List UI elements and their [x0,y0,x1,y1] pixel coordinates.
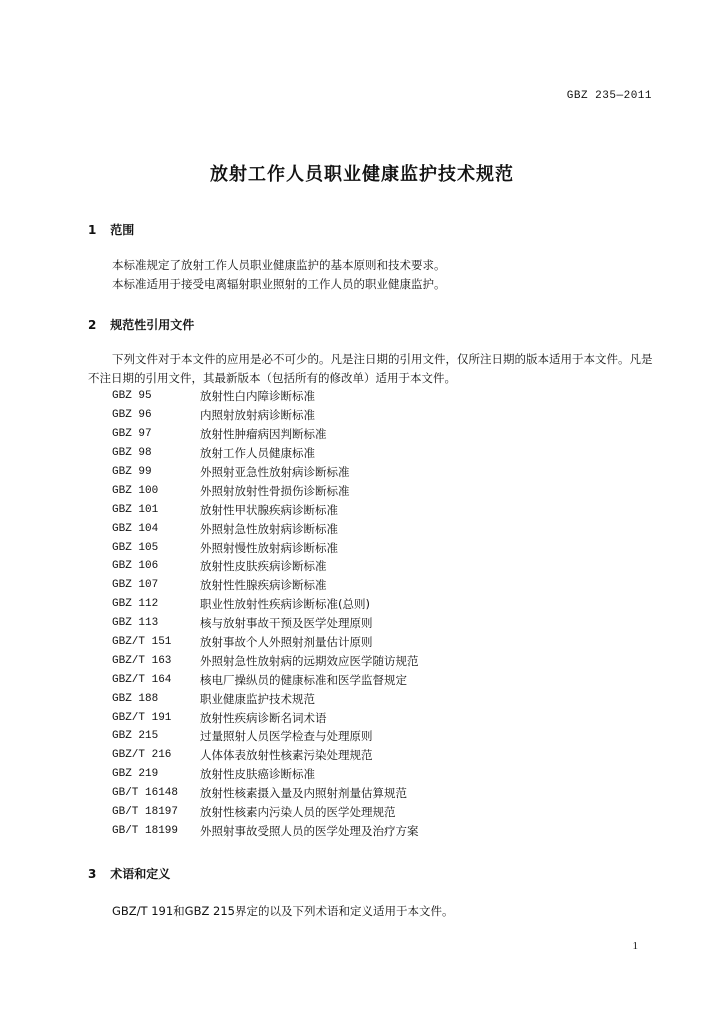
reference-code: GBZ 99 [112,466,152,478]
reference-title: 职业性放射性疾病诊断标准(总则) [200,597,370,612]
reference-code: GBZ 107 [112,579,159,592]
reference-code: GBZ 112 [112,598,159,611]
section-2-intro: 下列文件对于本文件的应用是必不可少的。凡是注日期的引用文件，仅所注日期的版本适用于本文件。凡是不注日期的引用文件，其最新版本（包括所有的修改单）适用于本文件。 [88,352,653,385]
section-3-title: 术语和定义 [110,867,171,881]
reference-title: 外照射急性放射病的远期效应医学随访规范 [200,653,419,668]
reference-title: 放射性性腺疾病诊断标准 [200,578,327,593]
reference-code: GBZ 188 [112,692,159,705]
reference-item [112,576,419,595]
reference-code: GBZ/T 164 [112,673,172,686]
reference-title: 放射性甲状腺疾病诊断标准 [200,502,338,517]
section-1-number: 1 [88,223,97,237]
reference-title: 放射性皮肤癌诊断标准 [200,767,315,782]
section-1-paragraph-2: 本标准适用于接受电离辐射职业照射的工作人员的职业健康监护。 [112,277,446,291]
reference-title: 外照射急性放射病诊断标准 [200,521,338,536]
section-1-paragraph-1: 本标准规定了放射工作人员职业健康监护的基本原则和技术要求。 [112,258,446,272]
reference-item [112,463,419,482]
section-3-number: 3 [88,867,97,881]
reference-list [112,387,419,840]
standard-code: GBZ 235—2011 [566,90,652,102]
reference-item [112,784,419,803]
reference-item [112,425,419,444]
reference-code: GBZ 105 [112,541,159,554]
reference-code: GBZ 95 [112,390,152,403]
reference-code: GBZ 215 [112,730,159,743]
reference-title: 外照射放射性骨损伤诊断标准 [200,483,350,498]
reference-title: 放射性皮肤疾病诊断标准 [200,559,327,574]
reference-title: 过量照射人员医学检查与处理原则 [200,729,373,744]
reference-code: GBZ/T 191 [112,711,172,724]
reference-item [112,481,419,500]
reference-item [112,821,419,840]
reference-title: 放射性核素摄入量及内照射剂量估算规范 [200,786,407,801]
reference-code: GBZ 96 [112,409,152,422]
document-title: 放射工作人员职业健康监护技术规范 [210,164,514,185]
reference-item [112,803,419,822]
reference-code: GBZ 101 [112,503,159,516]
reference-title: 放射性白内障诊断标准 [200,389,315,404]
reference-title: 外照射事故受照人员的医学处理及治疗方案 [200,823,419,838]
reference-title: 放射事故个人外照射剂量估计原则 [200,635,373,650]
reference-title: 外照射慢性放射病诊断标准 [200,540,338,555]
reference-code: GBZ/T 163 [112,654,172,667]
reference-item [112,727,419,746]
reference-item [112,708,419,727]
reference-title: 外照射亚急性放射病诊断标准 [200,465,350,479]
reference-code: GBZ 97 [112,428,152,441]
section-2-number: 2 [88,318,97,332]
reference-item [112,387,419,406]
reference-code: GBZ 113 [112,617,159,630]
section-2-title: 规范性引用文件 [110,318,195,332]
reference-title: 职业健康监护技术规范 [200,691,315,706]
reference-item [112,689,419,708]
reference-item [112,444,419,463]
section-2-heading [88,316,194,333]
reference-code: GBZ 100 [112,484,159,497]
reference-item [112,765,419,784]
reference-title: 人体体表放射性核素污染处理规范 [200,748,373,763]
section-1-heading [88,221,134,238]
reference-item [112,614,419,633]
reference-item [112,746,419,765]
reference-item [112,670,419,689]
reference-code: GB/T 18199 [112,824,179,837]
reference-item [112,519,419,538]
reference-item [112,633,419,652]
reference-title: 核电厂操纵员的健康标准和医学监督规定 [200,672,407,687]
reference-item [112,557,419,576]
reference-code: GBZ 98 [112,447,152,460]
reference-item [112,538,419,557]
section-1-title: 范围 [110,223,135,237]
reference-title: 内照射放射病诊断标准 [200,408,315,423]
page-number: 1 [632,940,638,952]
reference-code: GBZ/T 216 [112,749,172,762]
reference-item [112,406,419,425]
reference-item [112,500,419,519]
section-3-heading [88,865,170,882]
reference-title: 放射工作人员健康标准 [200,446,315,461]
section-3-paragraph: GBZ/T 191和GBZ 215界定的以及下列术语和定义适用于本文件。 [112,904,454,918]
reference-title: 核与放射事故干预及医学处理原则 [200,616,373,631]
reference-title: 放射性核素内污染人员的医学处理规范 [200,805,396,820]
reference-code: GB/T 18197 [112,806,179,819]
reference-code: GBZ 219 [112,768,159,781]
reference-item [112,595,419,614]
reference-title: 放射性肿瘤病因判断标准 [200,427,327,442]
reference-code: GBZ/T 151 [112,636,172,649]
reference-title: 放射性疾病诊断名词术语 [200,710,327,725]
reference-item [112,651,419,670]
reference-code: GBZ 104 [112,522,159,535]
reference-code: GB/T 16148 [112,787,179,800]
reference-code: GBZ 106 [112,560,159,573]
